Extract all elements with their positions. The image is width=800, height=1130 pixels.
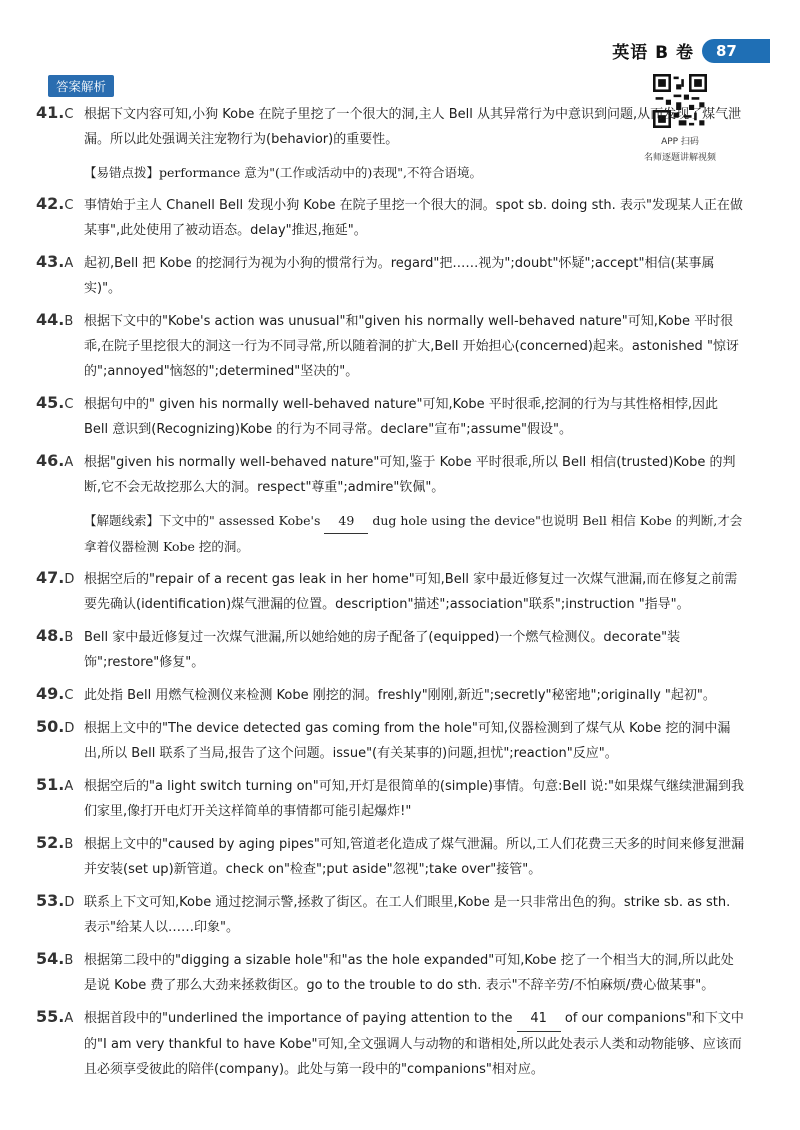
- answer-letter: C: [64, 688, 74, 703]
- answer-item: [36, 251, 746, 301]
- question-number: [36, 450, 84, 500]
- question-number: [36, 193, 84, 243]
- answer-item: [36, 832, 746, 882]
- question-number: [36, 102, 84, 152]
- question-number-dot: .: [58, 1007, 65, 1026]
- explanation-text: 此处指 Bell 用燃气检测仪来检测 Kobe 刚挖的洞。freshly"刚刚,新近";secretly"秘密地";originally "起初"。: [84, 688, 716, 703]
- explanation-text: Bell 家中最近修复过一次煤气泄漏,所以她给她的房子配备了(equipped)一个燃气检测仪。decorate"装饰";restore"修复"。: [84, 630, 681, 670]
- question-number: [36, 567, 84, 617]
- explanation-text: [84, 1006, 746, 1082]
- tip-part: 【解题线索】下文中的" assessed Kobe's: [84, 513, 321, 528]
- question-number: [36, 683, 84, 708]
- question-number-value: 54: [36, 949, 59, 968]
- question-number-value: 43: [36, 252, 59, 271]
- question-number-dot: .: [58, 310, 65, 329]
- explanation-text: 联系上下文可知,Kobe 通过挖洞示警,拯救了街区。在工人们眼里,Kobe 是一只非常出色的狗。strike sb. as sth. 表示"给某人以……印象"。: [84, 895, 731, 935]
- indent-spacer: [36, 508, 84, 559]
- question-number: [36, 625, 84, 675]
- explanation-text: 起初,Bell 把 Kobe 的挖洞行为视为小狗的惯常行为。regard"把……视为";doubt"怀疑";accept"相信(某事属实)"。: [84, 256, 715, 296]
- explanation-text: 根据第二段中的"digging a sizable hole"和"as the hole expanded"可知,Kobe 挖了一个相当大的洞,所以此处是说 Kobe 费了那么大劲来拯救街区。go to the trouble to do sth. 表示"不辞辛劳/不怕麻烦/费心做某事"。: [84, 953, 734, 993]
- question-number: [36, 774, 84, 824]
- answer-item: [36, 625, 746, 675]
- question-number-value: 51: [36, 775, 59, 794]
- question-number-dot: .: [58, 717, 65, 736]
- explanation-part: of our companions"和下文中的"I am very thankful to have Kobe"可知,全文强调人与动物的和谐相处,所以此处表示人类和动物能够、应该而且必须享受彼此的陪伴(company)。此处与第一段中的"companions"相对应。: [84, 1011, 744, 1077]
- qr-caption-line2: 名师逐题讲解视频: [643, 153, 716, 163]
- answer-item: [36, 508, 746, 559]
- question-number-value: 53: [36, 891, 59, 910]
- question-number-dot: .: [58, 891, 65, 910]
- answer-letter: D: [64, 895, 75, 910]
- answer-letter: C: [64, 107, 74, 122]
- answer-letter: A: [64, 1011, 74, 1026]
- answer-letter: C: [64, 397, 74, 412]
- answer-letter: B: [64, 953, 74, 968]
- answer-list: [36, 102, 746, 1090]
- explanation-part: 根据首段中的"underlined the importance of paying attention to the: [84, 1011, 513, 1026]
- answer-item: [36, 774, 746, 824]
- answer-item: [36, 392, 746, 442]
- blank-number: 41: [517, 1006, 561, 1032]
- question-number-value: 45: [36, 393, 59, 412]
- question-number: [36, 948, 84, 998]
- answer-item: [36, 948, 746, 998]
- question-number-dot: .: [58, 194, 65, 213]
- answer-letter: D: [64, 721, 75, 736]
- question-number: [36, 716, 84, 766]
- explanation-text: 根据"given his normally well-behaved nature"可知,鉴于 Kobe 平时很乖,所以 Bell 相信(trusted)Kobe 的判断,它不会无故挖那么大的洞。respect"尊重";admire"钦佩"。: [84, 455, 736, 495]
- answer-item: [36, 716, 746, 766]
- tip-note: 【易错点拨】performance 意为"(工作或活动中的)表现",不符合语境。: [84, 165, 482, 180]
- answer-letter: D: [64, 572, 75, 587]
- explanation-text: 根据下文内容可知,小狗 Kobe 在院子里挖了一个很大的洞,主人 Bell 从其异常行为中意识到问题,从而发现了煤气泄漏。所以此处强调关注宠物行为(behavior)的重要性。: [84, 107, 742, 147]
- page-header: [612, 38, 770, 63]
- question-number-value: 55: [36, 1007, 59, 1026]
- question-number: [36, 251, 84, 301]
- answer-letter: B: [64, 630, 74, 645]
- tip-note: [84, 508, 746, 559]
- answer-letter: B: [64, 837, 74, 852]
- answer-item: [36, 1006, 746, 1082]
- explanation-text: 根据上文中的"caused by aging pipes"可知,管道老化造成了煤气泄漏。所以,工人们花费三天多的时间来修复泄漏并安装(set up)新管道。check on"检查";put aside"忽视";take over"接管"。: [84, 837, 745, 877]
- question-number-value: 49: [36, 684, 59, 703]
- answer-item: [36, 193, 746, 243]
- answer-item: [36, 567, 746, 617]
- explanation-text: 事情始于主人 Chanell Bell 发现小狗 Kobe 在院子里挖一个很大的洞。spot sb. doing sth. 表示"发现某人正在做某事",此处使用了被动语态。delay"推迟,拖延"。: [84, 198, 743, 238]
- explanation-text: 根据空后的"repair of a recent gas leak in her home"可知,Bell 家中最近修复过一次煤气泄漏,而在修复之前需要先确认(identification)煤气泄漏的位置。description"描述";association"联系";instruction "指导"。: [84, 572, 738, 612]
- question-number: [36, 392, 84, 442]
- explanation-text: 根据下文中的"Kobe's action was unusual"和"given his normally well-behaved nature"可知,Kobe 平时很乖,在院子里挖很大的洞这一行为不同寻常,所以随着洞的扩大,Bell 开始担心(concerned)起来。astonished "惊讶的";annoyed"恼怒的";determined"坚决的"。: [84, 314, 739, 379]
- question-number-value: 48: [36, 626, 59, 645]
- question-number-dot: .: [58, 393, 65, 412]
- question-number: [36, 1006, 84, 1082]
- answer-item: [36, 102, 746, 152]
- question-number-dot: .: [58, 684, 65, 703]
- answer-item: [36, 683, 746, 708]
- question-number-value: 41: [36, 103, 59, 122]
- answer-letter: B: [64, 314, 74, 329]
- tip-part: dug hole using the device"也说明 Bell 相信 Kobe 的判断,才会拿着仪器检测 Kobe 挖的洞。: [84, 513, 743, 554]
- answer-letter: C: [64, 198, 74, 213]
- section-tag: 答案解析: [48, 75, 114, 97]
- answer-letter: A: [64, 455, 74, 470]
- blank-number: 49: [324, 508, 368, 534]
- subject-title: 英语 B 卷: [612, 43, 694, 63]
- question-number-value: 52: [36, 833, 59, 852]
- answer-item: [36, 890, 746, 940]
- answer-item: [36, 309, 746, 384]
- explanation-text: 根据空后的"a light switch turning on"可知,开灯是很简单的(simple)事情。句意:Bell 说:"如果煤气继续泄漏到我们家里,像打开电灯开关这样简单的事情都可能引起爆炸!": [84, 779, 744, 819]
- answer-letter: A: [64, 256, 74, 271]
- question-number-value: 47: [36, 568, 59, 587]
- question-number-dot: .: [58, 833, 65, 852]
- qr-caption-line1: APP 扫码: [661, 137, 699, 147]
- question-number-dot: .: [58, 568, 65, 587]
- answer-letter: A: [64, 779, 74, 794]
- question-number: [36, 890, 84, 940]
- question-number-value: 50: [36, 717, 59, 736]
- question-number-dot: .: [58, 949, 65, 968]
- indent-spacer: [36, 160, 84, 185]
- question-number: [36, 832, 84, 882]
- page-number: 87: [702, 39, 770, 63]
- question-number-value: 46: [36, 451, 59, 470]
- question-number-dot: .: [58, 451, 65, 470]
- question-number-dot: .: [58, 775, 65, 794]
- explanation-text: 根据上文中的"The device detected gas coming from the hole"可知,仪器检测到了煤气从 Kobe 挖的洞中漏出,所以 Bell 联系了当局,报告了这个问题。issue"(有关某事的)问题,担忧";reaction"反应"。: [84, 721, 731, 761]
- question-number-dot: .: [58, 103, 65, 122]
- question-number-value: 42: [36, 194, 59, 213]
- answer-item: [36, 160, 746, 185]
- question-number-dot: .: [58, 626, 65, 645]
- question-number: [36, 309, 84, 384]
- explanation-text: 根据句中的" given his normally well-behaved nature"可知,Kobe 平时很乖,挖洞的行为与其性格相悖,因此 Bell 意识到(Recognizing)Kobe 的行为不同寻常。declare"宣布";assume"假设"。: [84, 397, 719, 437]
- answer-item: [36, 450, 746, 500]
- question-number-value: 44: [36, 310, 59, 329]
- question-number-dot: .: [58, 252, 65, 271]
